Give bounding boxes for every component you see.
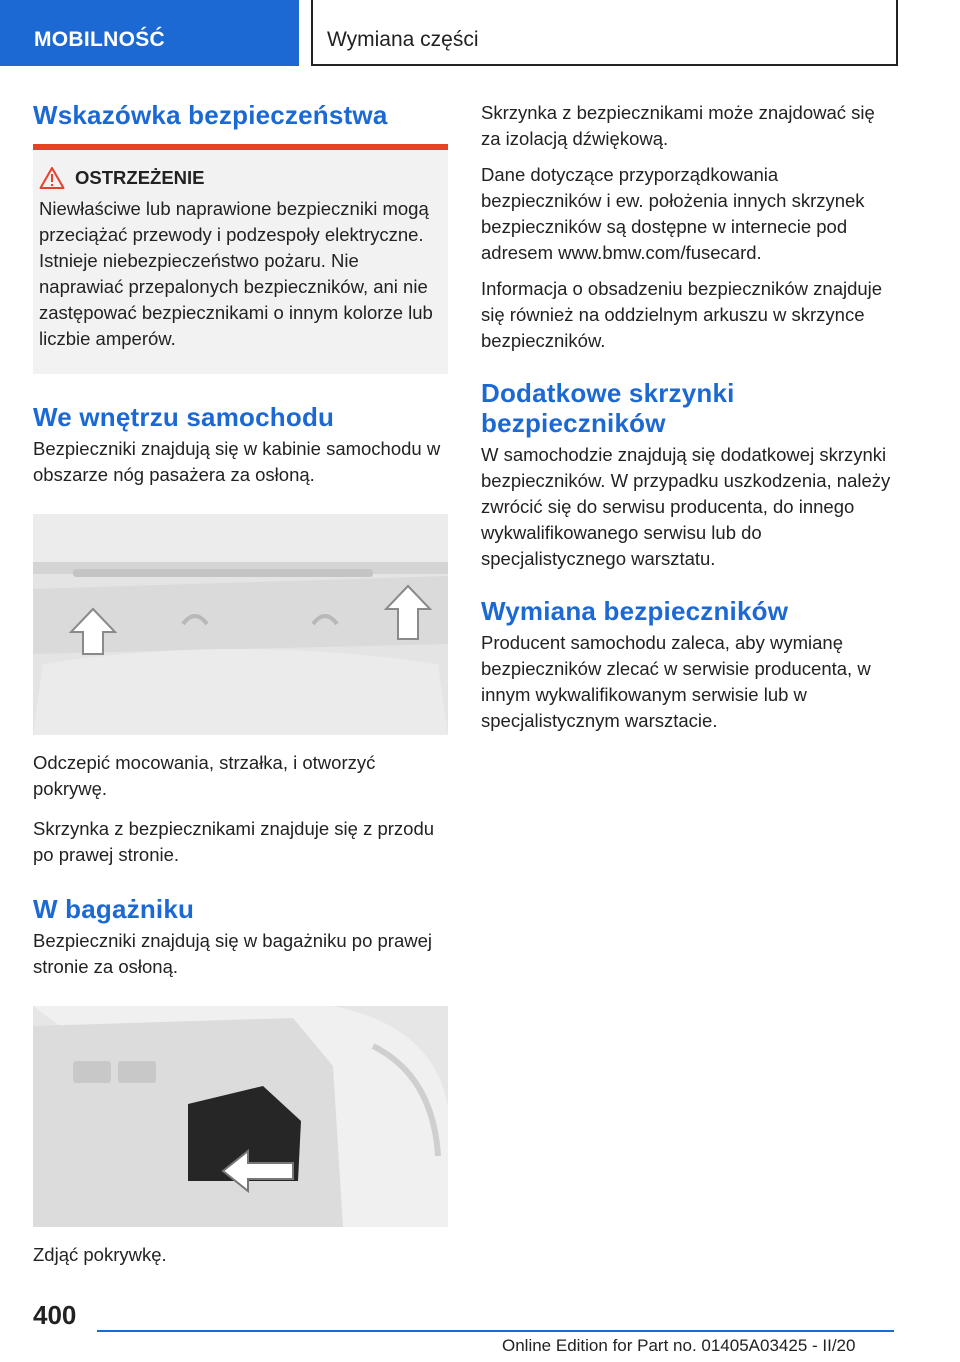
- heading-trunk: W bagażniku: [33, 894, 195, 924]
- paragraph-fuse-box-front: Skrzynka z bezpiecznikami znajduje się z przodu po prawej stronie.: [33, 818, 435, 865]
- header-chapter-box: [311, 0, 898, 66]
- paragraph-additional-fuse-boxes: W samochodzie znajdują się dodatkowej skrzynki bezpieczników. W przypadku uszkodzenia, należy zwrócić się do serwisu producenta, do innego wykwalifikowanego serwisu lub do specjalistycznego warsztatu.: [481, 444, 891, 569]
- paragraph-fuse-sheet: Informacja o obsadzeniu bezpieczników znajduje się również na oddzielnym arkuszu w skrzynce bezpieczników.: [481, 278, 883, 351]
- header-chapter-label: Wymiana części: [327, 28, 479, 51]
- paragraph-trunk-location: Bezpieczniki znajdują się w bagażniku po prawej stronie za osłoną.: [33, 930, 433, 977]
- paragraph-replacing-fuses: Producent samochodu zaleca, aby wymianę bezpieczników zlecać w serwisie producenta, w innym wykwalifikowanym serwisie lub w specjalistycznym warsztacie.: [481, 632, 871, 731]
- warning-label: OSTRZEŻENIE: [75, 167, 205, 188]
- page-number: 400: [33, 1300, 77, 1330]
- warning-title: [39, 166, 440, 190]
- heading-safety: Wskazówka bezpieczeństwa: [33, 100, 388, 130]
- heading-replacing-fuses: Wymiana bezpieczników: [481, 596, 789, 626]
- warning-box: [33, 144, 448, 374]
- heading-interior: We wnętrzu samochodu: [33, 402, 335, 432]
- footer-divider: [97, 1330, 894, 1332]
- left-column: [33, 100, 448, 1268]
- paragraph-remove-cover: Zdjąć pokrywkę.: [33, 1244, 167, 1265]
- header-section-tab: [0, 0, 299, 66]
- warning-triangle-icon: [39, 166, 65, 190]
- interior-fuse-cover-photo: [33, 514, 448, 735]
- paragraph-interior-location: Bezpieczniki znajdują się w kabinie samochodu w obszarze nóg pasażera za osłoną.: [33, 438, 441, 485]
- paragraph-open-cover: Odczepić mocowania, strzałka, i otworzyć pokrywę.: [33, 752, 376, 799]
- footer-edition: Online Edition for Part no. 01405A03425 - II/20: [502, 1336, 856, 1355]
- header-section-label: MOBILNOŚĆ: [34, 28, 166, 51]
- warning-text: Niewłaściwe lub naprawione bezpieczniki mogą przeciążać przewody i podzespoły elektryczne. Istnieje niebezpieczeństwo pożaru. Nie naprawiać przepalonych bezpieczników, ani nie zastępować bezpiecznikami o innym kolorze lub liczbie amperów.: [39, 198, 433, 349]
- paragraph-fusecard-info: Dane dotyczące przyporządkowania bezpieczników i ew. położenia innych skrzynek bezpieczników są dostępne w internecie pod adresem www.bmw.com/fusecard.: [481, 164, 865, 263]
- trunk-fuse-cover-photo: [33, 1006, 448, 1227]
- paragraph-sound-insulation: Skrzynka z bezpiecznikami może znajdować się za izolacją dźwiękową.: [481, 102, 875, 149]
- right-column: [481, 100, 899, 734]
- heading-additional-fuse-boxes: Dodatkowe skrzynki bezpieczników: [481, 378, 735, 438]
